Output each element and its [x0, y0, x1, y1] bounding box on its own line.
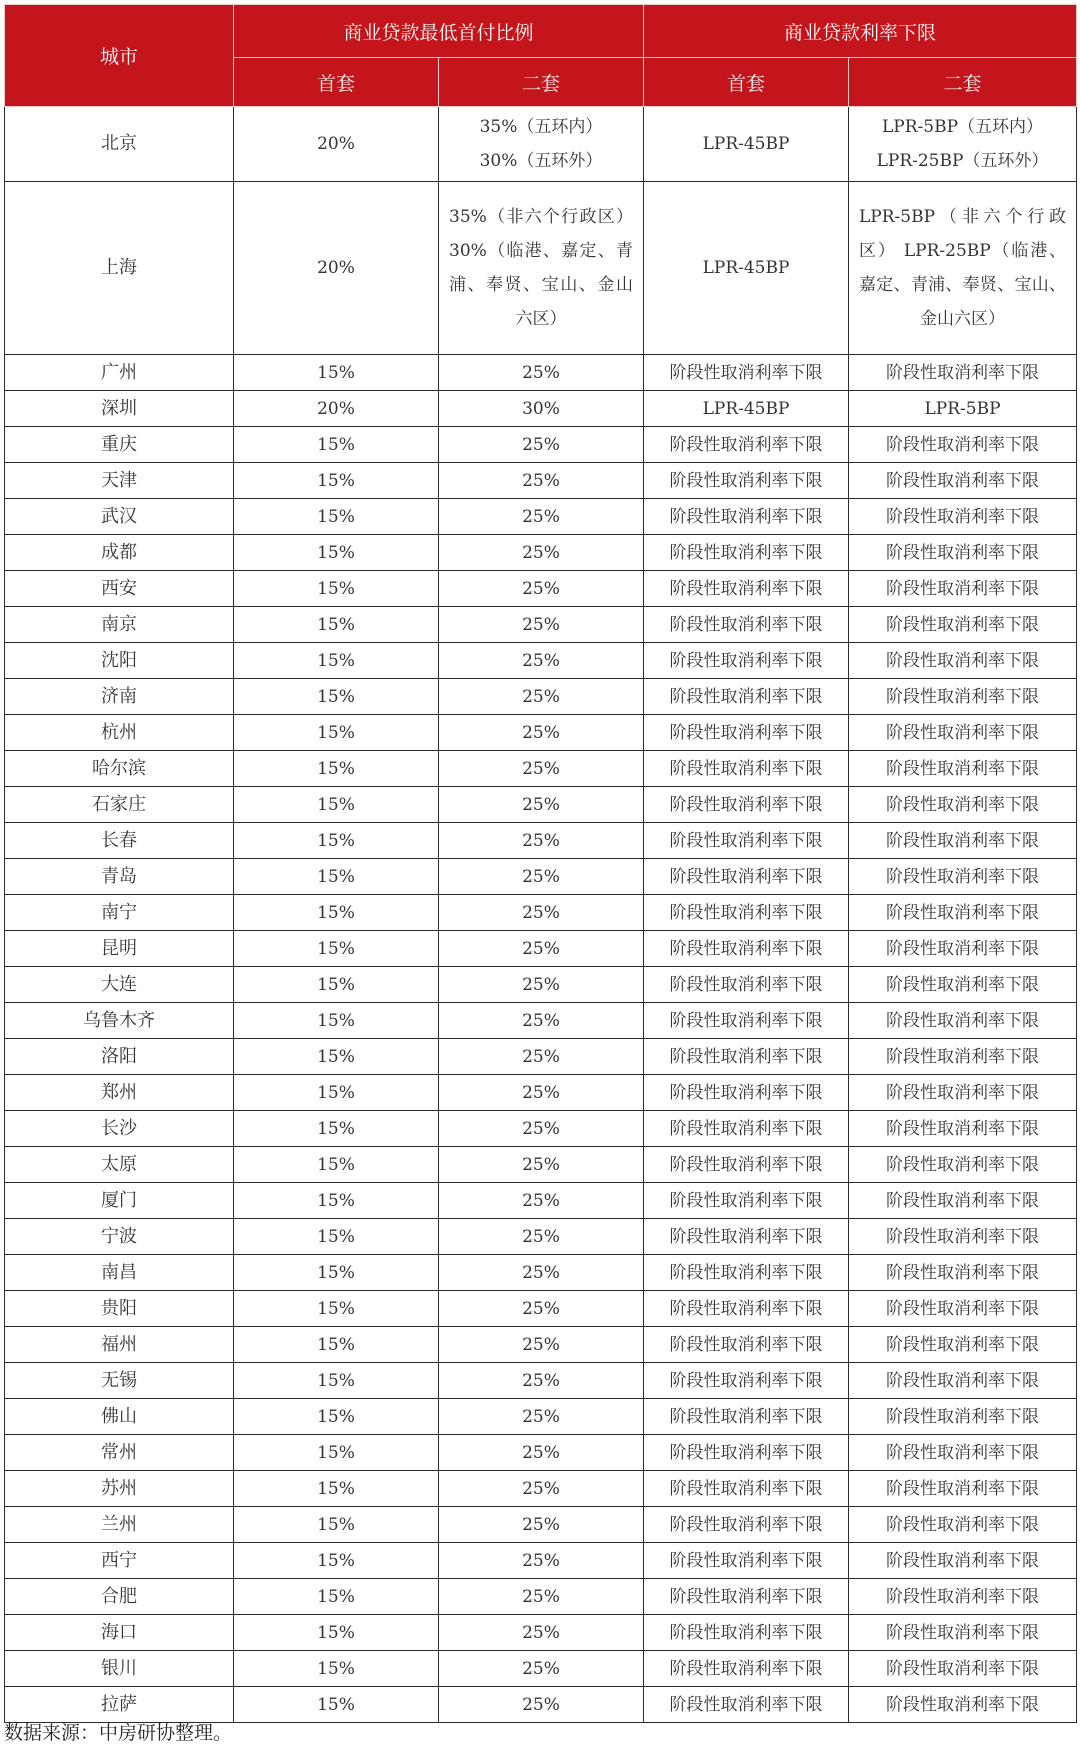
cell-first-rate: 阶段性取消利率下限	[644, 1183, 849, 1219]
cell-first-down-payment: 15%	[234, 427, 439, 463]
cell-second-down-payment: 25%	[439, 1111, 644, 1147]
table-row	[5, 1651, 1077, 1687]
table-row-shanghai	[5, 182, 1077, 355]
cell-second-rate: 阶段性取消利率下限	[849, 1075, 1077, 1111]
cell-first-down-payment: 15%	[234, 1183, 439, 1219]
cell-second-down-payment: 25%	[439, 1471, 644, 1507]
cell-first-rate: 阶段性取消利率下限	[644, 427, 849, 463]
table-row	[5, 1507, 1077, 1543]
cell-city: 无锡	[5, 1363, 234, 1399]
cell-city: 洛阳	[5, 1039, 234, 1075]
table-row	[5, 1615, 1077, 1651]
cell-city: 天津	[5, 463, 234, 499]
table-row-beijing	[5, 107, 1077, 182]
cell-first-rate: 阶段性取消利率下限	[644, 1075, 849, 1111]
cell-city: 兰州	[5, 1507, 234, 1543]
table-row	[5, 571, 1077, 607]
cell-second-down-payment: 25%	[439, 427, 644, 463]
cell-second-down-payment: 25%	[439, 859, 644, 895]
cell-line: 35%（五环内）	[479, 117, 603, 137]
cell-second-rate: LPR-5BP	[849, 391, 1077, 427]
cell-second-down-payment: 25%	[439, 643, 644, 679]
cell-city: 乌鲁木齐	[5, 1003, 234, 1039]
table-row	[5, 787, 1077, 823]
cell-first-rate: 阶段性取消利率下限	[644, 1219, 849, 1255]
cell-first-down-payment: 15%	[234, 931, 439, 967]
cell-city: 南昌	[5, 1255, 234, 1291]
cell-first-rate: 阶段性取消利率下限	[644, 1147, 849, 1183]
cell-second-rate: 阶段性取消利率下限	[849, 1219, 1077, 1255]
cell-first-down-payment: 20%	[234, 182, 439, 355]
cell-city: 佛山	[5, 1399, 234, 1435]
cell-second-down-payment: 25%	[439, 355, 644, 391]
table-row	[5, 463, 1077, 499]
cell-first-down-payment: 15%	[234, 535, 439, 571]
table-row	[5, 1543, 1077, 1579]
cell-second-down-payment: 25%	[439, 967, 644, 1003]
cell-line: LPR-25BP（五环外）	[876, 151, 1049, 171]
table-row	[5, 391, 1077, 427]
cell-first-down-payment: 15%	[234, 1543, 439, 1579]
cell-second-rate	[849, 107, 1077, 182]
cell-first-rate: LPR-45BP	[644, 182, 849, 355]
cell-city: 贵阳	[5, 1291, 234, 1327]
header-rate-group: 商业贷款利率下限	[644, 5, 1077, 58]
table-row	[5, 499, 1077, 535]
cell-second-down-payment: 25%	[439, 1651, 644, 1687]
cell-city: 杭州	[5, 715, 234, 751]
cell-line: LPR-5BP（五环内）	[882, 117, 1044, 137]
cell-city: 合肥	[5, 1579, 234, 1615]
cell-second-down-payment: 25%	[439, 1435, 644, 1471]
cell-first-down-payment: 15%	[234, 1435, 439, 1471]
cell-first-down-payment: 15%	[234, 1507, 439, 1543]
cell-second-down-payment: 25%	[439, 1363, 644, 1399]
cell-second-down-payment: 25%	[439, 1039, 644, 1075]
cell-second-down-payment: 25%	[439, 895, 644, 931]
cell-second-rate: 阶段性取消利率下限	[849, 895, 1077, 931]
cell-second-down-payment: 25%	[439, 787, 644, 823]
table-row	[5, 1255, 1077, 1291]
cell-first-down-payment: 15%	[234, 571, 439, 607]
cell-second-down-payment: 25%	[439, 1399, 644, 1435]
table-row	[5, 1111, 1077, 1147]
data-source-note: 数据来源：中房研协整理。	[4, 1722, 233, 1744]
header-down-payment-group: 商业贷款最低首付比例	[234, 5, 644, 58]
header-dp-second: 二套	[439, 58, 644, 107]
cell-first-down-payment: 15%	[234, 463, 439, 499]
cell-second-down-payment: 35%（非六个行政区） 30%（临港、嘉定、青浦、奉贤、宝山、金山六区）	[439, 182, 644, 355]
cell-second-down-payment: 25%	[439, 499, 644, 535]
cell-city: 宁波	[5, 1219, 234, 1255]
cell-first-down-payment: 15%	[234, 823, 439, 859]
cell-city: 沈阳	[5, 643, 234, 679]
cell-first-rate: LPR-45BP	[644, 391, 849, 427]
cell-city: 长春	[5, 823, 234, 859]
cell-first-down-payment: 15%	[234, 967, 439, 1003]
table-row	[5, 1075, 1077, 1111]
cell-first-down-payment: 15%	[234, 1651, 439, 1687]
cell-first-rate: 阶段性取消利率下限	[644, 679, 849, 715]
cell-second-rate: 阶段性取消利率下限	[849, 1291, 1077, 1327]
cell-city: 武汉	[5, 499, 234, 535]
cell-second-down-payment: 25%	[439, 463, 644, 499]
cell-second-down-payment: 25%	[439, 1147, 644, 1183]
cell-second-rate: 阶段性取消利率下限	[849, 535, 1077, 571]
cell-second-down-payment	[439, 107, 644, 182]
cell-first-down-payment: 15%	[234, 1327, 439, 1363]
cell-first-rate: 阶段性取消利率下限	[644, 967, 849, 1003]
table-row	[5, 607, 1077, 643]
cell-second-rate: 阶段性取消利率下限	[849, 1327, 1077, 1363]
header-city: 城市	[5, 5, 234, 107]
cell-city: 南京	[5, 607, 234, 643]
cell-city: 上海	[5, 182, 234, 355]
cell-first-down-payment: 15%	[234, 1075, 439, 1111]
cell-second-rate: 阶段性取消利率下限	[849, 1111, 1077, 1147]
cell-first-down-payment: 15%	[234, 1687, 439, 1723]
cell-first-down-payment: 15%	[234, 1111, 439, 1147]
cell-second-rate: 阶段性取消利率下限	[849, 499, 1077, 535]
cell-first-rate: 阶段性取消利率下限	[644, 1543, 849, 1579]
table-row	[5, 715, 1077, 751]
table-row	[5, 931, 1077, 967]
table-row	[5, 967, 1077, 1003]
cell-city: 大连	[5, 967, 234, 1003]
header-rate-second: 二套	[849, 58, 1077, 107]
cell-city: 常州	[5, 1435, 234, 1471]
cell-second-down-payment: 30%	[439, 391, 644, 427]
cell-first-down-payment: 15%	[234, 1615, 439, 1651]
cell-second-down-payment: 25%	[439, 1507, 644, 1543]
cell-city: 拉萨	[5, 1687, 234, 1723]
cell-first-down-payment: 15%	[234, 859, 439, 895]
cell-first-rate: 阶段性取消利率下限	[644, 535, 849, 571]
cell-second-down-payment: 25%	[439, 679, 644, 715]
cell-second-rate: 阶段性取消利率下限	[849, 1507, 1077, 1543]
cell-city: 厦门	[5, 1183, 234, 1219]
cell-city: 郑州	[5, 1075, 234, 1111]
cell-second-down-payment: 25%	[439, 823, 644, 859]
cell-second-rate: 阶段性取消利率下限	[849, 1003, 1077, 1039]
mortgage-policy-table	[4, 4, 1077, 1723]
cell-second-down-payment: 25%	[439, 1291, 644, 1327]
cell-second-down-payment: 25%	[439, 1219, 644, 1255]
table-row	[5, 1219, 1077, 1255]
cell-first-down-payment: 15%	[234, 1039, 439, 1075]
table-row	[5, 1183, 1077, 1219]
cell-first-rate: 阶段性取消利率下限	[644, 1579, 849, 1615]
cell-first-rate: 阶段性取消利率下限	[644, 1507, 849, 1543]
table-row	[5, 427, 1077, 463]
table-row	[5, 859, 1077, 895]
cell-city: 福州	[5, 1327, 234, 1363]
cell-city: 成都	[5, 535, 234, 571]
cell-first-down-payment: 15%	[234, 679, 439, 715]
cell-city: 青岛	[5, 859, 234, 895]
cell-city: 济南	[5, 679, 234, 715]
cell-first-down-payment: 15%	[234, 1291, 439, 1327]
cell-first-down-payment: 15%	[234, 607, 439, 643]
cell-second-down-payment: 25%	[439, 1075, 644, 1111]
cell-city: 太原	[5, 1147, 234, 1183]
cell-second-rate: 阶段性取消利率下限	[849, 1399, 1077, 1435]
cell-second-rate: LPR-5BP（非六个行政区） LPR-25BP（临港、嘉定、青浦、奉贤、宝山、金山六区）	[849, 182, 1077, 355]
cell-second-rate: 阶段性取消利率下限	[849, 571, 1077, 607]
cell-first-down-payment: 15%	[234, 1255, 439, 1291]
cell-second-down-payment: 25%	[439, 931, 644, 967]
table-row	[5, 535, 1077, 571]
cell-first-down-payment: 15%	[234, 715, 439, 751]
cell-second-rate: 阶段性取消利率下限	[849, 427, 1077, 463]
cell-second-down-payment: 25%	[439, 1255, 644, 1291]
cell-city: 西宁	[5, 1543, 234, 1579]
table-row	[5, 895, 1077, 931]
cell-first-down-payment: 15%	[234, 1579, 439, 1615]
cell-first-down-payment: 20%	[234, 107, 439, 182]
cell-first-down-payment: 20%	[234, 391, 439, 427]
cell-first-down-payment: 15%	[234, 499, 439, 535]
policy-table-container	[4, 4, 1076, 1723]
cell-first-rate: 阶段性取消利率下限	[644, 1039, 849, 1075]
cell-second-rate: 阶段性取消利率下限	[849, 355, 1077, 391]
cell-city: 北京	[5, 107, 234, 182]
cell-second-rate: 阶段性取消利率下限	[849, 787, 1077, 823]
cell-first-rate: 阶段性取消利率下限	[644, 1111, 849, 1147]
cell-first-rate: 阶段性取消利率下限	[644, 895, 849, 931]
cell-second-down-payment: 25%	[439, 535, 644, 571]
cell-first-rate: 阶段性取消利率下限	[644, 607, 849, 643]
cell-second-down-payment: 25%	[439, 1003, 644, 1039]
cell-second-down-payment: 25%	[439, 1183, 644, 1219]
cell-first-rate: 阶段性取消利率下限	[644, 715, 849, 751]
table-row	[5, 1291, 1077, 1327]
cell-first-down-payment: 15%	[234, 1399, 439, 1435]
cell-second-rate: 阶段性取消利率下限	[849, 1435, 1077, 1471]
cell-second-rate: 阶段性取消利率下限	[849, 679, 1077, 715]
cell-second-rate: 阶段性取消利率下限	[849, 1615, 1077, 1651]
cell-city: 广州	[5, 355, 234, 391]
table-row	[5, 823, 1077, 859]
cell-first-rate: 阶段性取消利率下限	[644, 751, 849, 787]
cell-city: 银川	[5, 1651, 234, 1687]
table-row	[5, 1003, 1077, 1039]
cell-first-rate: 阶段性取消利率下限	[644, 859, 849, 895]
cell-city: 海口	[5, 1615, 234, 1651]
cell-first-rate: 阶段性取消利率下限	[644, 1255, 849, 1291]
cell-second-rate: 阶段性取消利率下限	[849, 1651, 1077, 1687]
cell-second-down-payment: 25%	[439, 1543, 644, 1579]
table-row	[5, 643, 1077, 679]
cell-first-down-payment: 15%	[234, 1147, 439, 1183]
cell-second-rate: 阶段性取消利率下限	[849, 859, 1077, 895]
table-row	[5, 355, 1077, 391]
table-row	[5, 751, 1077, 787]
cell-first-rate: 阶段性取消利率下限	[644, 1471, 849, 1507]
cell-city: 石家庄	[5, 787, 234, 823]
cell-first-rate: 阶段性取消利率下限	[644, 463, 849, 499]
table-row	[5, 1327, 1077, 1363]
cell-second-down-payment: 25%	[439, 571, 644, 607]
cell-second-down-payment: 25%	[439, 1579, 644, 1615]
table-body	[5, 107, 1077, 1723]
cell-first-down-payment: 15%	[234, 895, 439, 931]
cell-second-down-payment: 25%	[439, 1327, 644, 1363]
cell-city: 重庆	[5, 427, 234, 463]
cell-first-rate: 阶段性取消利率下限	[644, 1687, 849, 1723]
cell-second-down-payment: 25%	[439, 751, 644, 787]
cell-first-rate: 阶段性取消利率下限	[644, 787, 849, 823]
cell-city: 苏州	[5, 1471, 234, 1507]
cell-first-rate: 阶段性取消利率下限	[644, 643, 849, 679]
table-row	[5, 1579, 1077, 1615]
cell-second-rate: 阶段性取消利率下限	[849, 607, 1077, 643]
cell-second-down-payment: 25%	[439, 715, 644, 751]
cell-city: 南宁	[5, 895, 234, 931]
cell-second-rate: 阶段性取消利率下限	[849, 1183, 1077, 1219]
cell-first-rate: LPR-45BP	[644, 107, 849, 182]
cell-second-down-payment: 25%	[439, 1615, 644, 1651]
cell-first-down-payment: 15%	[234, 1219, 439, 1255]
table-header	[5, 5, 1077, 107]
table-row	[5, 1471, 1077, 1507]
table-row	[5, 1435, 1077, 1471]
cell-line: 30%（五环外）	[479, 151, 603, 171]
table-row	[5, 1363, 1077, 1399]
cell-second-rate: 阶段性取消利率下限	[849, 1579, 1077, 1615]
cell-city: 西安	[5, 571, 234, 607]
table-row	[5, 1399, 1077, 1435]
cell-first-rate: 阶段性取消利率下限	[644, 355, 849, 391]
cell-second-rate: 阶段性取消利率下限	[849, 1471, 1077, 1507]
cell-city: 昆明	[5, 931, 234, 967]
cell-first-down-payment: 15%	[234, 787, 439, 823]
cell-first-rate: 阶段性取消利率下限	[644, 1615, 849, 1651]
cell-first-rate: 阶段性取消利率下限	[644, 1003, 849, 1039]
header-rate-first: 首套	[644, 58, 849, 107]
cell-first-rate: 阶段性取消利率下限	[644, 1291, 849, 1327]
cell-first-down-payment: 15%	[234, 1363, 439, 1399]
cell-second-rate: 阶段性取消利率下限	[849, 751, 1077, 787]
cell-first-rate: 阶段性取消利率下限	[644, 1651, 849, 1687]
cell-first-rate: 阶段性取消利率下限	[644, 499, 849, 535]
cell-second-rate: 阶段性取消利率下限	[849, 1255, 1077, 1291]
cell-first-down-payment: 15%	[234, 643, 439, 679]
cell-first-down-payment: 15%	[234, 1471, 439, 1507]
cell-first-rate: 阶段性取消利率下限	[644, 1327, 849, 1363]
cell-first-rate: 阶段性取消利率下限	[644, 931, 849, 967]
cell-second-rate: 阶段性取消利率下限	[849, 1687, 1077, 1723]
cell-first-rate: 阶段性取消利率下限	[644, 823, 849, 859]
cell-first-down-payment: 15%	[234, 1003, 439, 1039]
cell-second-rate: 阶段性取消利率下限	[849, 1543, 1077, 1579]
cell-second-rate: 阶段性取消利率下限	[849, 1363, 1077, 1399]
header-dp-first: 首套	[234, 58, 439, 107]
cell-second-rate: 阶段性取消利率下限	[849, 715, 1077, 751]
cell-city: 长沙	[5, 1111, 234, 1147]
cell-second-rate: 阶段性取消利率下限	[849, 931, 1077, 967]
cell-second-rate: 阶段性取消利率下限	[849, 967, 1077, 1003]
cell-second-rate: 阶段性取消利率下限	[849, 1147, 1077, 1183]
cell-first-rate: 阶段性取消利率下限	[644, 1363, 849, 1399]
table-row	[5, 679, 1077, 715]
cell-first-down-payment: 15%	[234, 751, 439, 787]
cell-city: 哈尔滨	[5, 751, 234, 787]
cell-second-down-payment: 25%	[439, 1687, 644, 1723]
cell-second-down-payment: 25%	[439, 607, 644, 643]
cell-second-rate: 阶段性取消利率下限	[849, 463, 1077, 499]
table-row	[5, 1147, 1077, 1183]
cell-second-rate: 阶段性取消利率下限	[849, 823, 1077, 859]
cell-second-rate: 阶段性取消利率下限	[849, 643, 1077, 679]
cell-city: 深圳	[5, 391, 234, 427]
cell-first-rate: 阶段性取消利率下限	[644, 1399, 849, 1435]
table-row	[5, 1039, 1077, 1075]
cell-first-rate: 阶段性取消利率下限	[644, 1435, 849, 1471]
cell-first-rate: 阶段性取消利率下限	[644, 571, 849, 607]
cell-second-rate: 阶段性取消利率下限	[849, 1039, 1077, 1075]
cell-first-down-payment: 15%	[234, 355, 439, 391]
